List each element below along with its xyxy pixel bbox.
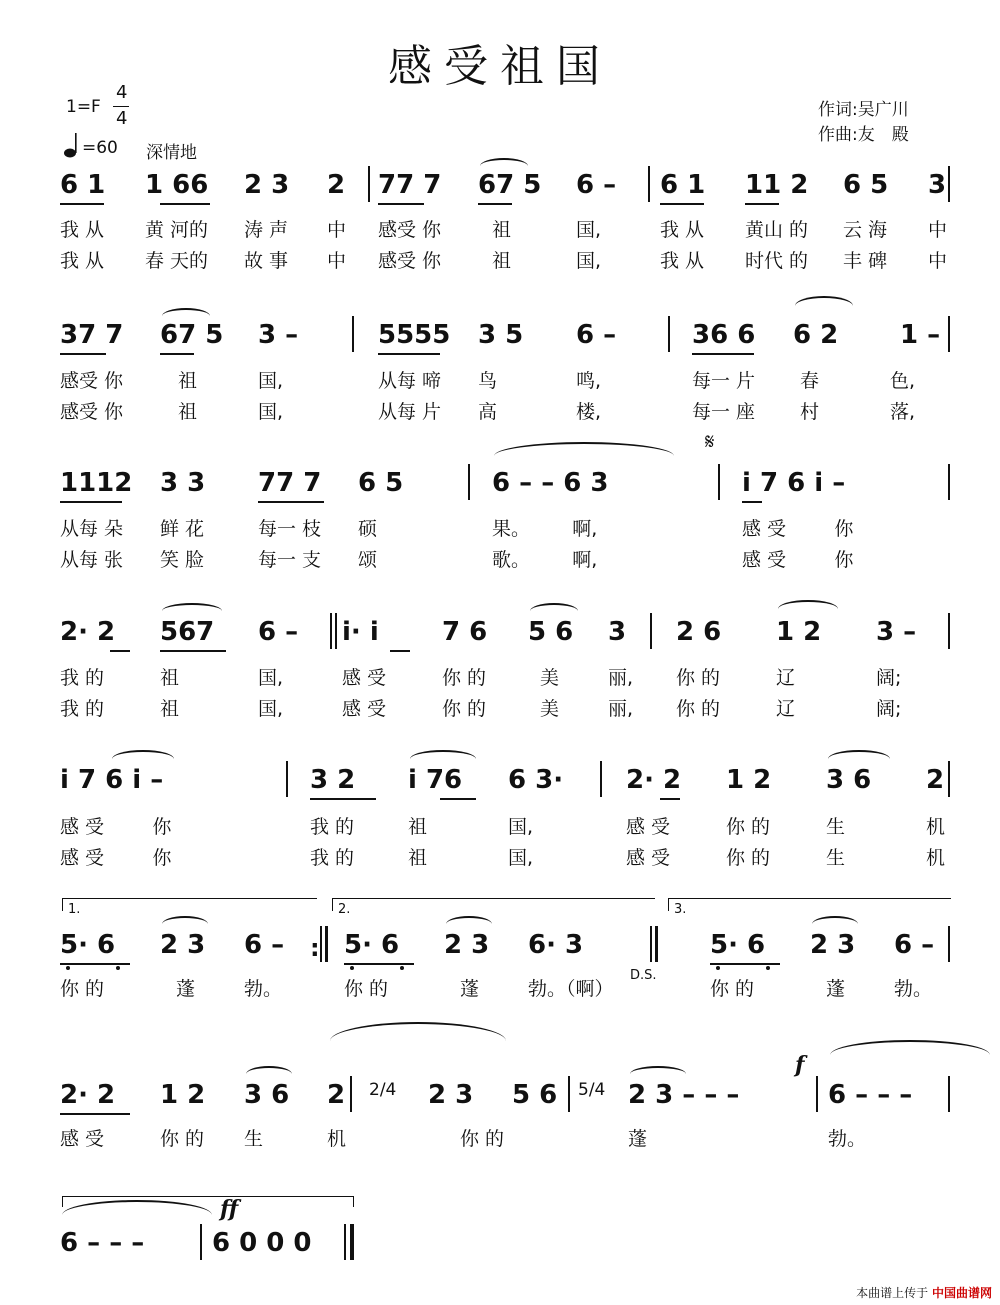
note-group: 3 2 [310, 765, 356, 795]
footer-prefix: 本曲谱上传于 [856, 1286, 929, 1300]
underline [160, 353, 194, 355]
lyric: 感 受 [342, 667, 387, 689]
bar-line [320, 926, 322, 962]
note-group: 6 2 [793, 320, 839, 350]
bar-line [948, 761, 950, 797]
bar-line [948, 1076, 950, 1112]
lyric: 每一 支 [258, 549, 322, 571]
composer-credit: 作曲:友 殿 [818, 125, 909, 145]
lyric: 我 从 [660, 219, 705, 241]
bar-line [816, 1076, 818, 1112]
note-group: 77 7 [378, 170, 442, 200]
lyric: 机 [327, 1128, 347, 1150]
note-group: i 76 [408, 765, 463, 795]
volta-bracket [668, 898, 951, 911]
dynamic-fortissimo: ff [220, 1196, 239, 1222]
lyric: 蓬 [460, 978, 480, 1000]
lyric: 国, [258, 698, 284, 720]
notation-row-6 [0, 930, 1000, 970]
lyric: 你 的 [726, 847, 771, 869]
time-signature-line [113, 106, 129, 107]
lyric: 机 [926, 847, 946, 869]
dynamic-forte: f [795, 1052, 805, 1078]
notation-row-7 [0, 1080, 1000, 1120]
note-group: 5 6 [528, 617, 574, 647]
lyric: 祖 [160, 667, 180, 689]
underline [742, 501, 762, 503]
lyrics-verse-2 [0, 694, 1000, 720]
lyric: 感 受 [342, 698, 387, 720]
note-group: 77 7 [258, 468, 322, 498]
lyric: 丽, [608, 667, 634, 689]
notation-row-3 [0, 468, 1000, 508]
note-group: 6 – [244, 930, 285, 960]
lyric: 感 受 你 [742, 549, 854, 571]
bar-line [568, 1076, 570, 1112]
lyric: 国, [258, 370, 284, 392]
lyrics-verse-1 [0, 663, 1000, 689]
lyric: 你 的 [160, 1128, 205, 1150]
lyric: 黄 河的 [145, 219, 209, 241]
underline [60, 1113, 130, 1115]
lyric: 中 [327, 250, 347, 272]
note-group: 6 – [576, 320, 617, 350]
lyric: 勃。 [828, 1128, 867, 1150]
lyric: 祖 [160, 698, 180, 720]
lyrics-verse-1 [0, 974, 1000, 1000]
note-group: 6 1 [660, 170, 706, 200]
slur-mark [480, 158, 528, 174]
note-group: 3 5 [478, 320, 524, 350]
notation-row-5 [0, 765, 1000, 805]
note-group: 6 – – – [828, 1080, 913, 1110]
page-title: 感受祖国 [388, 41, 612, 92]
lyric: 感 受 你 [60, 847, 172, 869]
footer-site-logo: 中国曲谱网 [931, 1286, 992, 1300]
bar-line [200, 1224, 202, 1260]
note-group: 6 – [258, 617, 299, 647]
note-group: 5 6 [512, 1080, 558, 1110]
lyric: 丽, [608, 698, 634, 720]
lyric: 生 [826, 847, 846, 869]
slur-mark [530, 603, 578, 619]
lyric: 村 [800, 401, 820, 423]
note-group: 2 6 [676, 617, 722, 647]
bar-line [648, 166, 650, 202]
lyric: 我 的 [310, 816, 355, 838]
lyrics-verse-2 [0, 545, 1000, 571]
lyric: 每一 片 [692, 370, 756, 392]
bar-line [718, 464, 720, 500]
lyric: 我 从 [60, 250, 105, 272]
bar-line [948, 464, 950, 500]
underline [378, 353, 440, 355]
lyric: 感受 你 [60, 401, 124, 423]
underline [110, 650, 130, 652]
lyric: 国, [508, 816, 534, 838]
note-group: 2· 2 [626, 765, 682, 795]
underline [478, 203, 512, 205]
lyric: 落, [890, 401, 916, 423]
lyric: 感 受 你 [60, 816, 172, 838]
lyric: 你 的 [60, 978, 105, 1000]
lyric: 感 受 [626, 816, 671, 838]
dal-segno-marking: D.S. [630, 968, 657, 983]
volta-label: 1. [68, 902, 81, 917]
underline [160, 650, 226, 652]
lyric: 美 [540, 667, 560, 689]
bar-line [468, 464, 470, 500]
lyrics-verse-1 [0, 215, 1000, 241]
bar-line [650, 613, 652, 649]
underline [60, 963, 130, 965]
note-group: 5· 6 [344, 930, 400, 960]
bar-line [286, 761, 288, 797]
lyric: 我 的 [60, 698, 105, 720]
lower-octave-dot [716, 966, 720, 970]
slur-mark [162, 916, 208, 932]
lyric: 感 受 [60, 1128, 105, 1150]
quarter-note-icon [64, 132, 80, 162]
bar-line [325, 926, 328, 962]
expression-marking: 深情地 [146, 143, 197, 163]
lyricist-credit: 作词:吴广川 [818, 100, 909, 120]
note-group: 2 3 – – – [628, 1080, 740, 1110]
lyric: 高 [478, 401, 498, 423]
meter-change: 5/4 [578, 1080, 606, 1100]
lyric: 感 受 [626, 847, 671, 869]
segno-icon: 𝄋 [705, 430, 715, 455]
note-group: 2 [926, 765, 945, 795]
underline [745, 203, 779, 205]
lyric: 你 的 [676, 667, 721, 689]
note-group: 5· 6 [60, 930, 116, 960]
slur-mark [162, 603, 222, 619]
bar-line [352, 316, 354, 352]
underline [440, 798, 476, 800]
lyric: 你 的 [726, 816, 771, 838]
lyric: 黄山 的 [745, 219, 809, 241]
lyric: 国, [576, 219, 602, 241]
slur-mark [162, 308, 210, 324]
note-group: 6 – [894, 930, 935, 960]
lyric: 你 的 [676, 698, 721, 720]
lyric: 鸣, [576, 370, 602, 392]
lyric: 阔; [876, 667, 902, 689]
note-group: 1112 [60, 468, 133, 498]
lower-octave-dot [116, 966, 120, 970]
note-group: 3 [928, 170, 947, 200]
footer-watermark [856, 1284, 992, 1301]
lyric: 我 的 [60, 667, 105, 689]
lyric: 从每 啼 [378, 370, 442, 392]
slur-mark [246, 1066, 292, 1082]
lyric: 每一 座 [692, 401, 756, 423]
underline [160, 203, 210, 205]
underline [60, 501, 122, 503]
lyric: 国, [508, 847, 534, 869]
bar-line [368, 166, 370, 202]
note-group: 6 – [576, 170, 617, 200]
lyric: 勃。 [244, 978, 283, 1000]
lyric: 我 从 [60, 219, 105, 241]
lyric: 你 的 [710, 978, 755, 1000]
note-group: 6 1 [60, 170, 106, 200]
lyric: 时代 的 [745, 250, 809, 272]
note-group: 5· 6 [710, 930, 766, 960]
volta-label: 3. [674, 902, 687, 917]
time-signature-denominator: 4 [116, 108, 128, 129]
lyric: 我 的 [310, 847, 355, 869]
lyric: 笑 脸 [160, 549, 205, 571]
slur-mark [778, 600, 838, 618]
lyric: 丰 碑 [843, 250, 888, 272]
lyric: 勃。 [894, 978, 933, 1000]
volta-bracket [332, 898, 655, 911]
underline [378, 203, 424, 205]
bar-line [344, 1224, 346, 1260]
underline [60, 353, 106, 355]
note-group: 567 [160, 617, 215, 647]
lyric: 色, [890, 370, 916, 392]
lyric: 祖 [492, 250, 512, 272]
note-group: 3 – [258, 320, 299, 350]
lyric: 蓬 [176, 978, 196, 1000]
lower-octave-dot [400, 966, 404, 970]
note-group: 2 3 [444, 930, 490, 960]
lyric: 从每 张 [60, 549, 124, 571]
lyric: 感受 你 [60, 370, 124, 392]
lyric: 中 [327, 219, 347, 241]
lyric: 感 受 你 [742, 518, 854, 540]
lyric: 鲜 花 [160, 518, 205, 540]
underline [692, 353, 754, 355]
bar-line [335, 613, 337, 649]
note-group: i 7 6 i – [742, 468, 846, 498]
note-group: 67 5 [478, 170, 542, 200]
volta-bracket [62, 898, 317, 911]
lyrics-verse-2 [0, 246, 1000, 272]
notation-row-4 [0, 617, 1000, 657]
lyric: 每一 枝 [258, 518, 322, 540]
key-signature: 1=F [66, 97, 101, 117]
lyric: 你 的 [442, 667, 487, 689]
note-group: 2 3 [810, 930, 856, 960]
bar-line [600, 761, 602, 797]
lyric: 美 [540, 698, 560, 720]
time-signature-numerator: 4 [116, 82, 128, 103]
bar-line [350, 1076, 352, 1112]
notation-row-2 [0, 320, 1000, 360]
lyric: 硕 [358, 518, 378, 540]
lyric: 故 事 [244, 250, 289, 272]
lyrics-verse-2 [0, 843, 1000, 869]
lyric: 云 海 [843, 219, 888, 241]
note-group: 6 – – 6 3 [492, 468, 609, 498]
lyric: 蓬 [826, 978, 846, 1000]
note-group: 3 6 [826, 765, 872, 795]
lyric: 颂 [358, 549, 378, 571]
lyrics-verse-2 [0, 397, 1000, 423]
underline [60, 203, 104, 205]
note-group: 2 3 [244, 170, 290, 200]
meter-change: 2/4 [369, 1080, 397, 1100]
lyric: 春 天的 [145, 250, 209, 272]
lyrics-verse-1 [0, 1124, 1000, 1150]
slur-mark [830, 1040, 990, 1070]
bar-line [668, 316, 670, 352]
lyric: 你 的 [344, 978, 389, 1000]
bar-line [330, 613, 332, 649]
note-group: i· i [342, 617, 379, 647]
note-group: 2· 2 [60, 617, 116, 647]
slur-mark [828, 750, 890, 768]
note-group: 1 2 [776, 617, 822, 647]
note-group: 2 [327, 1080, 346, 1110]
note-group: 3 – [876, 617, 917, 647]
note-group: 1 66 [145, 170, 209, 200]
note-group: 2 3 [428, 1080, 474, 1110]
bar-line [948, 926, 950, 962]
lyrics-verse-1 [0, 514, 1000, 540]
note-group: 6 0 0 0 [212, 1228, 312, 1258]
note-group: 6 – – – [60, 1228, 145, 1258]
bar-line [948, 166, 950, 202]
lyric: 楼, [576, 401, 602, 423]
lyric: 祖 [178, 370, 198, 392]
slur-mark [330, 1022, 506, 1060]
lyric: 辽 [776, 698, 796, 720]
repeat-sign-icon: : [310, 934, 320, 962]
note-group: 36 6 [692, 320, 756, 350]
underline [660, 798, 680, 800]
note-group: 7 6 [442, 617, 488, 647]
lyric: 中 [928, 250, 948, 272]
note-group: 6 3· [508, 765, 564, 795]
lower-octave-dot [766, 966, 770, 970]
bar-line [655, 926, 658, 962]
slur-mark [62, 1200, 212, 1230]
lyric: 春 [800, 370, 820, 392]
lyric: 从每 朵 [60, 518, 124, 540]
bar-line [948, 613, 950, 649]
lyrics-verse-1 [0, 366, 1000, 392]
slur-mark [795, 296, 853, 316]
note-group: 1 2 [726, 765, 772, 795]
notation-row-8 [0, 1228, 1000, 1268]
lyric: 阔; [876, 698, 902, 720]
lyric: 感受 你 [378, 250, 442, 272]
lyric: 勃。（啊） [528, 978, 614, 1000]
lyric: 中 [928, 219, 948, 241]
lyrics-verse-1 [0, 812, 1000, 838]
lyric: 歌。 啊, [492, 549, 598, 571]
lyric: 涛 声 [244, 219, 289, 241]
note-group: 1 – [900, 320, 941, 350]
note-group: 6 5 [358, 468, 404, 498]
slur-mark [494, 442, 674, 470]
slur-mark [112, 750, 174, 768]
note-group: 67 5 [160, 320, 224, 350]
tempo-marking: =60 [82, 138, 118, 158]
lyric: 祖 [408, 847, 428, 869]
slur-mark [446, 916, 492, 932]
lyric: 感受 你 [378, 219, 442, 241]
lyric: 我 从 [660, 250, 705, 272]
lyric: 鸟 [478, 370, 498, 392]
lyric: 国, [576, 250, 602, 272]
lyric: 国, [258, 401, 284, 423]
underline [310, 798, 376, 800]
lyric: 机 [926, 816, 946, 838]
lyric: 祖 [178, 401, 198, 423]
bar-line [650, 926, 652, 962]
note-group: 2 [327, 170, 346, 200]
lyric: 祖 [408, 816, 428, 838]
slur-mark [410, 750, 476, 768]
note-group: 5555 [378, 320, 451, 350]
underline [390, 650, 410, 652]
note-group: 1 2 [160, 1080, 206, 1110]
lyric: 果。 啊, [492, 518, 598, 540]
slur-mark [630, 1066, 686, 1082]
lyric: 生 [244, 1128, 264, 1150]
lyric: 国, [258, 667, 284, 689]
lower-octave-dot [350, 966, 354, 970]
volta-label: 2. [338, 902, 351, 917]
note-group: 37 7 [60, 320, 124, 350]
underline [710, 963, 780, 965]
lyric: 你 的 [442, 698, 487, 720]
note-group: 3 3 [160, 468, 206, 498]
final-bar-line [350, 1224, 354, 1260]
note-group: 6· 3 [528, 930, 584, 960]
lyric: 生 [826, 816, 846, 838]
underline [344, 963, 414, 965]
lyric: 你 的 [460, 1128, 505, 1150]
lower-octave-dot [66, 966, 70, 970]
note-group: 2· 2 [60, 1080, 116, 1110]
lyric: 祖 [492, 219, 512, 241]
lyric: 蓬 [628, 1128, 648, 1150]
note-group: 11 2 [745, 170, 809, 200]
lyric: 辽 [776, 667, 796, 689]
underline [660, 203, 704, 205]
lyric: 从每 片 [378, 401, 442, 423]
bar-line [948, 316, 950, 352]
note-group: i 7 6 i – [60, 765, 164, 795]
underline [258, 501, 324, 503]
note-group: 3 6 [244, 1080, 290, 1110]
slur-mark [812, 916, 858, 932]
note-group: 6 5 [843, 170, 889, 200]
note-group: 2 3 [160, 930, 206, 960]
note-group: 3 [608, 617, 627, 647]
